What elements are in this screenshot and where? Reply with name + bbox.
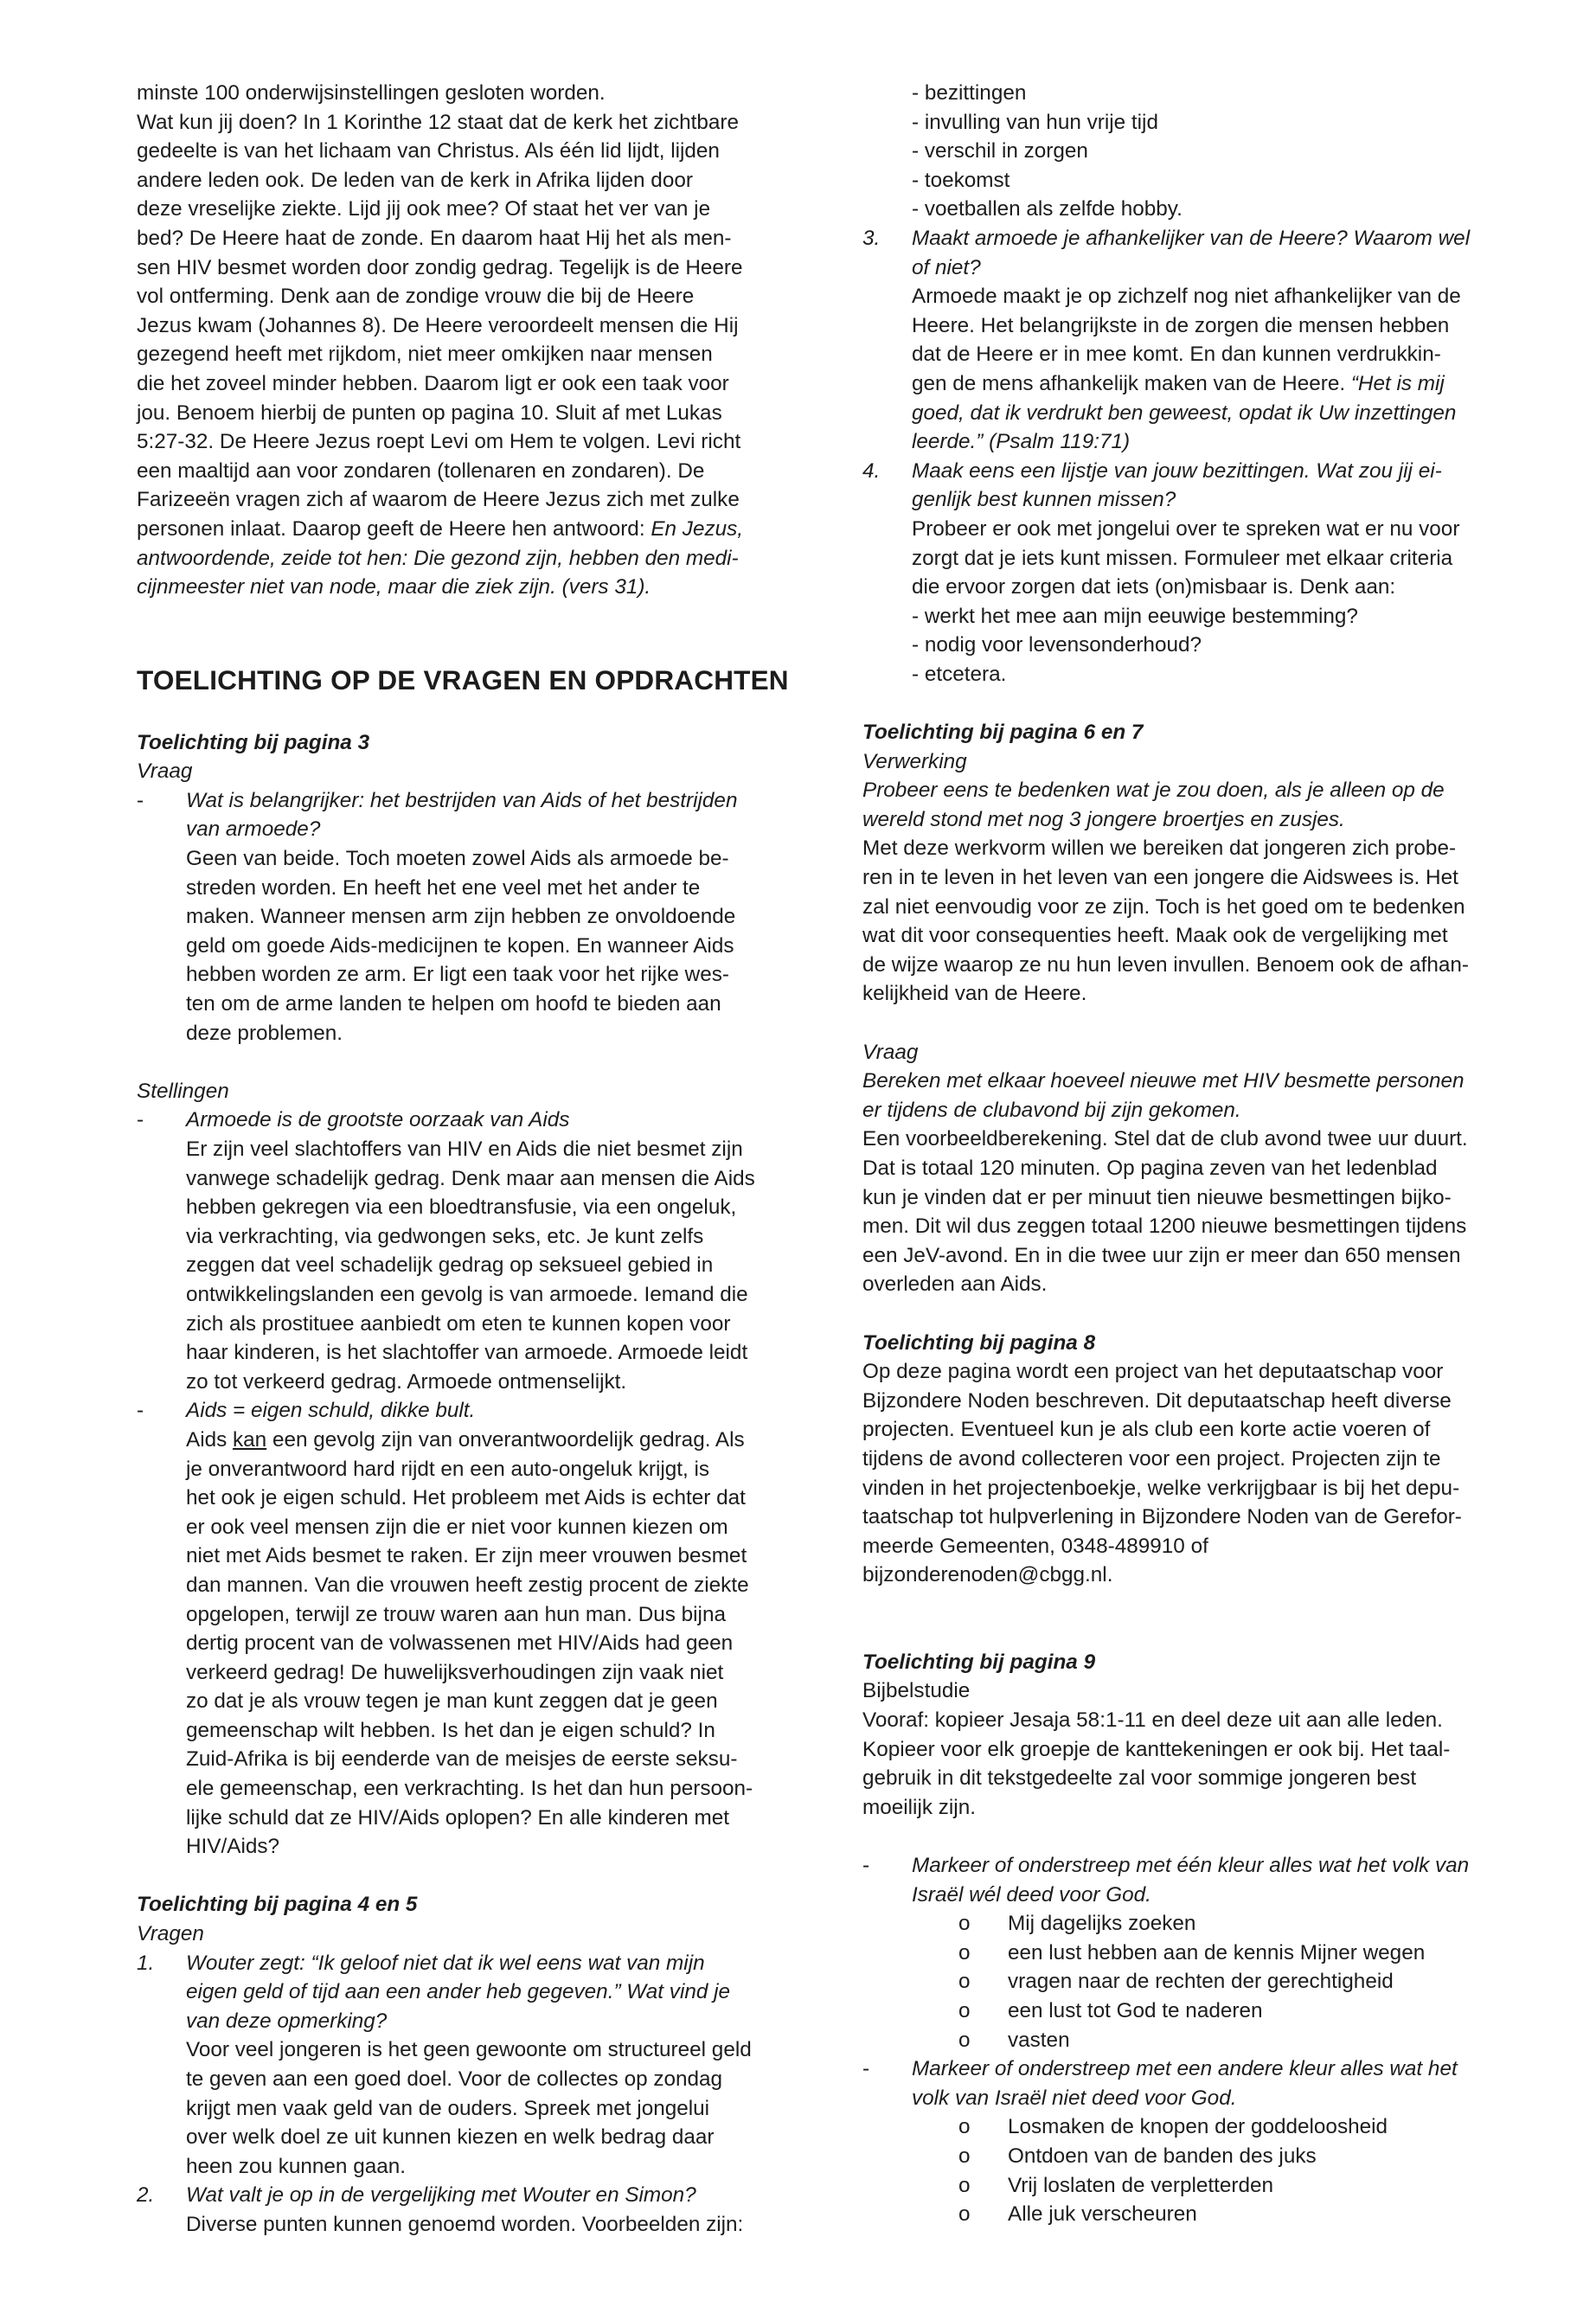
question-line: genlijk best kunnen missen? — [912, 488, 1176, 512]
stellingen-heading: Stellingen — [137, 1079, 229, 1103]
list-item: - voetballen als zelfde hobby. — [912, 197, 1183, 221]
answer-line: over welk doel ze uit kunnen kiezen en welk bedrag daar — [186, 2125, 715, 2150]
answer-text: een gevolg zijn van onverantwoordelijk gedrag. Als — [266, 1427, 745, 1452]
bullet-marker: o — [958, 2028, 971, 2052]
body-line: Met deze werkvorm willen we bereiken dat jongeren zich probe- — [862, 836, 1457, 861]
intro-line: andere leden ook. De leden van de kerk in Afrika lijden door — [137, 168, 693, 192]
number-marker: 2. — [137, 2183, 155, 2208]
body-line: meerde Gemeenten, 0348-489910 of — [862, 1534, 1208, 1558]
page67-heading: Toelichting bij pagina 6 en 7 — [862, 721, 1144, 745]
question-line: eigen geld of tijd aan een ander heb gegeven.” Wat vind je — [186, 1980, 731, 2004]
dash-marker: - — [137, 1399, 144, 1423]
list-item — [862, 2200, 1542, 2229]
intro-line: Farizeeën vragen zich af waarom de Heere Jezus zich met zulke — [137, 488, 740, 512]
answer-line: hebben worden ze arm. Er ligt een taak voor het rijke wes- — [186, 963, 729, 987]
answer-line: zorgt dat je iets kunt missen. Formuleer met elkaar criteria — [912, 546, 1453, 570]
list-item — [862, 1909, 1542, 1939]
intro-line: gezegend heeft met rijkdom, niet meer omkijken naar mensen — [137, 343, 713, 367]
answer-line: haar kinderen, is het slachtoffer van armoede. Armoede leidt — [186, 1341, 748, 1365]
page45-subheading: Vragen — [137, 1922, 204, 1946]
body-line: taatschap tot hulpverlening in Bijzondere Noden van de Gerefor- — [862, 1505, 1462, 1529]
right-column — [862, 79, 1542, 2229]
bullet-marker: o — [958, 2202, 971, 2227]
body-line: gebruik in dit tekstgedeelte zal voor sommige jongeren best — [862, 1766, 1417, 1791]
question-line: volk van Israël niet deed voor God. — [912, 2086, 1237, 2110]
left-column — [137, 79, 811, 2240]
question-line: Bereken met elkaar hoeveel nieuwe met HIV besmette personen — [862, 1069, 1465, 1093]
intro-text: personen inlaat. Daarop geeft de Heere hen antwoord: — [137, 516, 651, 541]
answer-line: Zuid-Afrika is bij eenderde van de meisjes de eerste seksu- — [186, 1747, 738, 1772]
question-line: Wat is belangrijker: het bestrijden van Aids of het bestrijden — [186, 788, 738, 812]
page3-heading: Toelichting bij pagina 3 — [137, 730, 370, 754]
answer-line: ontwikkelingslanden een gevolg is van armoede. Iemand die — [186, 1282, 748, 1306]
question-line: Markeer of onderstreep met een andere kleur alles wat het — [912, 2057, 1458, 2081]
answer-line: zich als prostituee aanbiedt om eten te kunnen kopen voor — [186, 1311, 731, 1336]
answer-line: Geen van beide. Toch moeten zowel Aids als armoede be- — [186, 847, 729, 871]
answer-line: zo tot verkeerd gedrag. Armoede ontmenselijkt. — [186, 1369, 627, 1394]
dash-marker: - — [862, 1854, 870, 1878]
body-line: Bijzondere Noden beschreven. Dit deputaatschap heeft diverse — [862, 1388, 1452, 1413]
list-item-text: een lust hebben aan de kennis Mijner wegen — [1008, 1940, 1426, 1965]
answer-line: te geven aan een goed doel. Voor de collectes op zondag — [186, 2067, 723, 2091]
list-item-text: Mij dagelijks zoeken — [1008, 1912, 1196, 1936]
body-line: tijdens de avond collecteren voor een project. Projecten zijn te — [862, 1446, 1441, 1471]
bullet-marker: o — [958, 1940, 971, 1965]
answer-line: dan mannen. Van die vrouwen heeft zestig procent de ziekte — [186, 1573, 749, 1597]
question-4 — [862, 457, 1542, 689]
number-marker: 1. — [137, 1951, 155, 1975]
bullet-marker: o — [958, 2115, 971, 2139]
body-line: Dat is totaal 120 minuten. Op pagina zeven van het ledenblad — [862, 1156, 1438, 1180]
answer-line: - nodig voor levensonderhoud? — [912, 633, 1202, 657]
list-item: - invulling van hun vrije tijd — [912, 110, 1158, 134]
bible-quote: En Jezus, — [651, 516, 744, 541]
answer-line: lijke schuld dat ze HIV/Aids oplopen? En alle kinderen met — [186, 1805, 730, 1830]
question-line: Maak eens een lijstje van jouw bezittingen. Wat zou jij ei- — [912, 458, 1442, 483]
body-line: overleden aan Aids. — [862, 1272, 1048, 1297]
answer-line: ten om de arme landen te helpen om hoofd te bieden aan — [186, 992, 721, 1016]
page3-question — [137, 786, 811, 1048]
answer-line: heen zou kunnen gaan. — [186, 2154, 406, 2178]
psalm-quote: “Het is mij — [1350, 371, 1445, 395]
page9-heading: Toelichting bij pagina 9 — [862, 1650, 1096, 1674]
intro-line: minste 100 onderwijsinstellingen gesloten worden. — [137, 81, 606, 105]
body-line: moeilijk zijn. — [862, 1795, 976, 1819]
body-line: men. Dit wil dus zeggen totaal 1200 nieuwe besmettingen tijdens — [862, 1215, 1467, 1239]
answer-line: dat de Heere er in mee komt. En dan kunnen verdrukkin- — [912, 343, 1441, 367]
intro-line: vol ontferming. Denk aan de zondige vrouw die bij de Heere — [137, 285, 695, 309]
answer-line: zo dat je als vrouw tegen je man kunt zeggen dat je geen — [186, 1689, 718, 1714]
underlined-word: kan — [233, 1427, 267, 1452]
intro-line — [137, 515, 811, 544]
answer-line: je onverantwoord hard rijdt en een auto-ongeluk krijgt, is — [186, 1457, 710, 1481]
body-line: kelijkheid van de Heere. — [862, 982, 1087, 1006]
question-2 — [137, 2181, 811, 2239]
body-line: zal niet eenvoudig voor ze zijn. Toch is het goed om te bedenken — [862, 894, 1465, 919]
answer-line: ele gemeenschap, een verkrachting. Is het dan hun persoon- — [186, 1777, 753, 1801]
stelling-text: Aids = eigen schuld, dikke bult. — [186, 1399, 476, 1423]
answer-line: niet met Aids besmet te raken. Er zijn meer vrouwen besmet — [186, 1544, 747, 1568]
number-marker: 3. — [862, 226, 881, 250]
dash-marker: - — [137, 788, 144, 812]
question-line: er tijdens de clubavond bij zijn gekomen. — [862, 1098, 1241, 1122]
answer-line: krijgt men vaak geld van de ouders. Spreek met jongelui — [186, 2096, 710, 2120]
intro-line: Jezus kwam (Johannes 8). De Heere veroordeelt mensen die Hij — [137, 313, 739, 337]
stelling-text: Armoede is de grootste oorzaak van Aids — [186, 1108, 570, 1132]
body-line: Een voorbeeldberekening. Stel dat de club avond twee uur duurt. — [862, 1127, 1468, 1151]
list-item — [862, 2026, 1542, 2055]
question-3 — [862, 224, 1542, 457]
answer-line: zeggen dat veel schadelijk gedrag op seksueel gebied in — [186, 1253, 714, 1278]
question-line: van armoede? — [186, 817, 321, 842]
answer-line: streden worden. En heeft het ene veel met het ander te — [186, 875, 701, 900]
question-line: Wouter zegt: “Ik geloof niet dat ik wel eens wat van mijn — [186, 1951, 705, 1975]
dash-marker: - — [862, 2057, 870, 2081]
list-item — [862, 1967, 1542, 1997]
body-line: de wijze waarop ze nu hun leven invullen. Benoem ook de afhan- — [862, 952, 1470, 977]
bullet-marker: o — [958, 1912, 971, 1936]
list-item-text: Ontdoen van de banden des juks — [1008, 2144, 1317, 2168]
list-item — [862, 2171, 1542, 2201]
markeer-1 — [862, 1851, 1542, 1909]
intro-line: Wat kun jij doen? In 1 Korinthe 12 staat dat de kerk het zichtbare — [137, 110, 740, 134]
email-address: bijzonderenoden@cbgg.nl. — [862, 1563, 1113, 1587]
page9-subheading: Bijbelstudie — [862, 1679, 971, 1703]
answer-line: Armoede maakt je op zichzelf nog niet afhankelijker van de — [912, 285, 1461, 309]
page67-subheading: Verwerking — [862, 749, 967, 773]
page8-heading: Toelichting bij pagina 8 — [862, 1330, 1096, 1355]
answer-line: gemeenschap wilt hebben. Is het dan je eigen schuld? In — [186, 1718, 715, 1742]
list-item-text: Alle juk verscheuren — [1008, 2202, 1197, 2227]
dash-marker: - — [137, 1108, 144, 1132]
intro-line: een maaltijd aan voor zondaren (tollenaren en zondaren). De — [137, 458, 705, 483]
bible-quote-line: cijnmeester niet van node, maar die ziek zijn. (vers 31). — [137, 575, 651, 599]
assignment-line: wereld stond met nog 3 jongere broertjes en zusjes. — [862, 807, 1345, 831]
stelling-1 — [137, 1106, 811, 1396]
answer-line: het ook je eigen schuld. Het probleem met Aids is echter dat — [186, 1486, 746, 1510]
page45-heading: Toelichting bij pagina 4 en 5 — [137, 1893, 418, 1917]
answer-line: via verkrachting, via gedwongen seks, etc. Je kunt zelfs — [186, 1224, 704, 1248]
list-item-text: een lust tot God te naderen — [1008, 1999, 1263, 2022]
intro-line: 5:27-32. De Heere Jezus roept Levi om Hem te volgen. Levi richt — [137, 430, 741, 454]
number-marker: 4. — [862, 458, 881, 483]
list-item: - verschil in zorgen — [912, 139, 1088, 163]
list-item-text: vragen naar de rechten der gerechtigheid — [1008, 1970, 1394, 1994]
question-line: Israël wél deed voor God. — [912, 1882, 1151, 1907]
list-item: - bezittingen — [912, 81, 1027, 105]
answer-line: die ervoor zorgen dat iets (on)misbaar is. Denk aan: — [912, 575, 1396, 599]
answer-line: verkeerd gedrag! De huwelijksverhoudingen zijn vaak niet — [186, 1660, 724, 1684]
answer-line: Diverse punten kunnen genoemd worden. Voorbeelden zijn: — [186, 2212, 744, 2236]
intro-line: deze vreselijke ziekte. Lijd jij ook mee? Of staat het ver van je — [137, 197, 711, 221]
body-line: vinden in het projectenboekje, welke verkrijgbaar is bij het depu- — [862, 1476, 1460, 1500]
intro-line: jou. Benoem hierbij de punten op pagina 10. Sluit af met Lukas — [137, 401, 722, 425]
answer-line — [186, 1426, 811, 1455]
markeer-2 — [862, 2054, 1542, 2112]
body-line: ren in te leven in het leven van een jongere die Aidswees is. Het — [862, 866, 1458, 890]
list-item-text: Vrij loslaten de verpletterden — [1008, 2173, 1274, 2197]
page3-subheading: Vraag — [137, 760, 193, 784]
answer-text: Aids — [186, 1427, 234, 1452]
body-line: Vooraf: kopieer Jesaja 58:1-11 en deel deze uit aan alle leden. — [862, 1708, 1443, 1733]
question-2-list — [862, 79, 1542, 224]
intro-line: die het zoveel minder hebben. Daarom ligt er ook een taak voor — [137, 371, 729, 395]
answer-line: opgelopen, terwijl ze trouw waren aan hun man. Dus bijna — [186, 1602, 726, 1626]
bullet-marker: o — [958, 1970, 971, 1994]
section-heading: TOELICHTING OP DE VRAGEN EN OPDRACHTEN — [137, 663, 789, 695]
body-line: projecten. Eventueel kun je als club een korte actie voeren of — [862, 1418, 1431, 1442]
list-item — [862, 1939, 1542, 1968]
stelling-2 — [137, 1396, 811, 1862]
question-line: van deze opmerking? — [186, 2009, 388, 2033]
answer-line: - werkt het mee aan mijn eeuwige bestemming? — [912, 604, 1358, 628]
answer-line: vanwege schadelijk gedrag. Denk maar aan mensen die Aids — [186, 1166, 755, 1190]
answer-line: deze problemen. — [186, 1021, 343, 1045]
list-item — [862, 2142, 1542, 2171]
bullet-marker: o — [958, 1999, 971, 2022]
psalm-quote-line: goed, dat ik verdrukt ben geweest, opdat ik Uw inzettingen — [912, 401, 1457, 425]
intro-line: gedeelte is van het lichaam van Christus. Als één lid lijdt, lijden — [137, 139, 720, 163]
answer-line: maken. Wanneer mensen arm zijn hebben ze onvoldoende — [186, 905, 736, 929]
body-line: Kopieer voor elk groepje de kanttekeningen er ook bij. Het taal- — [862, 1737, 1451, 1761]
question-1 — [137, 1949, 811, 2182]
question-line: Maakt armoede je afhankelijker van de Heere? Waarom wel — [912, 226, 1471, 250]
answer-line: Heere. Het belangrijkste in de zorgen die mensen hebben — [912, 313, 1450, 337]
list-item-text: Losmaken de knopen der goddeloosheid — [1008, 2115, 1388, 2139]
list-item: - toekomst — [912, 168, 1010, 192]
body-line: wat dit voor consequenties heeft. Maak ook de vergelijking met — [862, 924, 1448, 948]
answer-text: gen de mens afhankelijk maken van de Heere. — [912, 371, 1351, 395]
assignment-line: Probeer eens te bedenken wat je zou doen, als je alleen op de — [862, 779, 1445, 803]
answer-line: dertig procent van de volwassenen met HIV/Aids had geen — [186, 1631, 734, 1656]
answer-line: - etcetera. — [912, 662, 1007, 686]
body-line: een JeV-avond. En in die twee uur zijn er meer dan 650 mensen — [862, 1243, 1461, 1267]
vraag-subheading: Vraag — [862, 1040, 919, 1064]
question-line: Wat valt je op in de vergelijking met Wouter en Simon? — [186, 2183, 696, 2208]
list-item — [862, 1997, 1542, 2026]
answer-line: Er zijn veel slachtoffers van HIV en Aids die niet besmet zijn — [186, 1138, 743, 1161]
answer-line: er ook veel mensen zijn die er niet voor kunnen kiezen om — [186, 1515, 728, 1539]
intro-line: sen HIV besmet worden door zondig gedrag. Tegelijk is de Heere — [137, 255, 743, 279]
list-item-text: vasten — [1008, 2028, 1070, 2052]
psalm-quote-line: leerde.” (Psalm 119:71) — [912, 430, 1131, 454]
answer-line: Probeer er ook met jongelui over te spreken wat er nu voor — [912, 516, 1460, 541]
body-line: kun je vinden dat er per minuut tien nieuwe besmettingen bijko- — [862, 1185, 1452, 1209]
question-line: of niet? — [912, 255, 981, 279]
list-item — [862, 2112, 1542, 2142]
body-line: Op deze pagina wordt een project van het deputaatschap voor — [862, 1360, 1444, 1384]
answer-line: Voor veel jongeren is het geen gewoonte om structureel geld — [186, 2038, 752, 2062]
bullet-marker: o — [958, 2173, 971, 2197]
bullet-marker: o — [958, 2144, 971, 2168]
bible-quote-line: antwoordende, zeide tot hen: Die gezond zijn, hebben den medi- — [137, 546, 739, 570]
question-line: Markeer of onderstreep met één kleur alles wat het volk van — [912, 1854, 1470, 1878]
answer-line: HIV/Aids? — [186, 1835, 280, 1859]
answer-line: geld om goede Aids-medicijnen te kopen. En wanneer Aids — [186, 933, 734, 958]
intro-line: bed? De Heere haat de zonde. En daarom haat Hij het als men- — [137, 226, 732, 250]
answer-line: hebben gekregen via een bloedtransfusie, via een ongeluk, — [186, 1195, 737, 1220]
answer-line — [912, 369, 1542, 399]
